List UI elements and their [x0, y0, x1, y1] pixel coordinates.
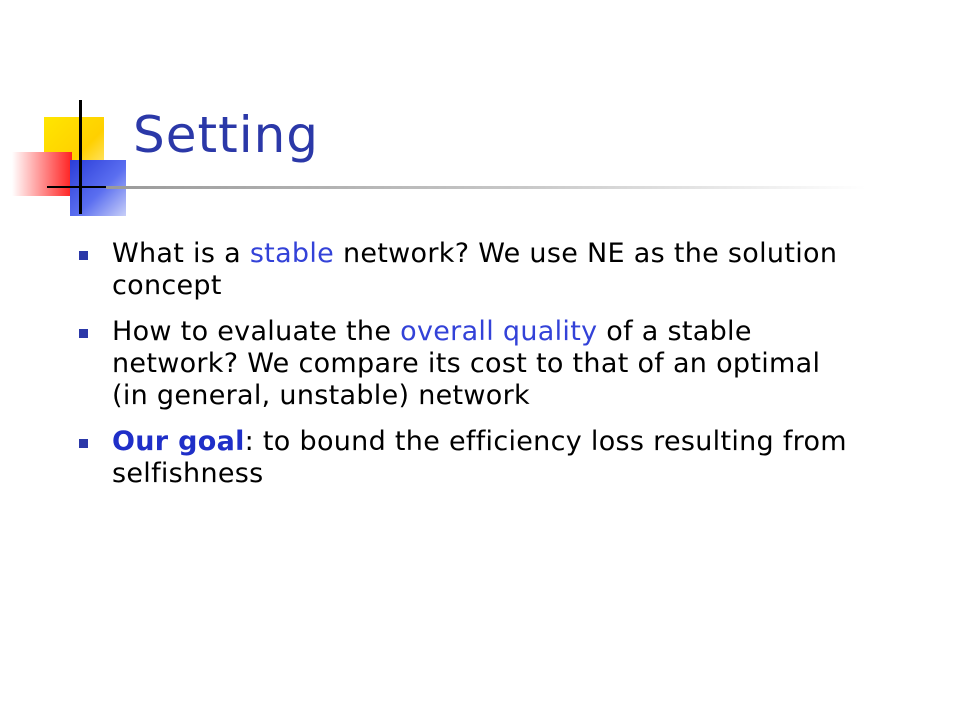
square-bullet-icon — [79, 439, 88, 448]
square-bullet-icon — [79, 329, 88, 338]
bullet-item-stable-network — [76, 238, 856, 302]
bullet-item-overall-quality — [76, 316, 856, 412]
title-underline — [106, 186, 866, 189]
bullet-text: How to evaluate the — [112, 316, 401, 347]
bullet-text: What is a — [112, 238, 250, 269]
red-square-icon — [12, 152, 72, 196]
slide-title: Setting — [133, 106, 320, 164]
highlight-overall-quality: overall quality — [400, 316, 598, 347]
vertical-line-divider — [79, 100, 82, 214]
bullet-text: of a stable network? We compare its cost to that of an optimal (in general, unstable) network — [112, 316, 821, 411]
bullet-item-our-goal — [76, 426, 856, 490]
bullet-list — [76, 238, 856, 504]
title-decoration — [0, 0, 140, 230]
highlight-stable: stable — [249, 238, 335, 269]
horizontal-line-divider — [47, 186, 107, 188]
highlight-our-goal: Our goal — [112, 426, 245, 457]
square-bullet-icon — [79, 251, 88, 260]
bullet-text: : to bound the efficiency loss resulting from selfishness — [112, 426, 847, 489]
bullet-text: network? We use NE as the solution concept — [112, 238, 838, 301]
